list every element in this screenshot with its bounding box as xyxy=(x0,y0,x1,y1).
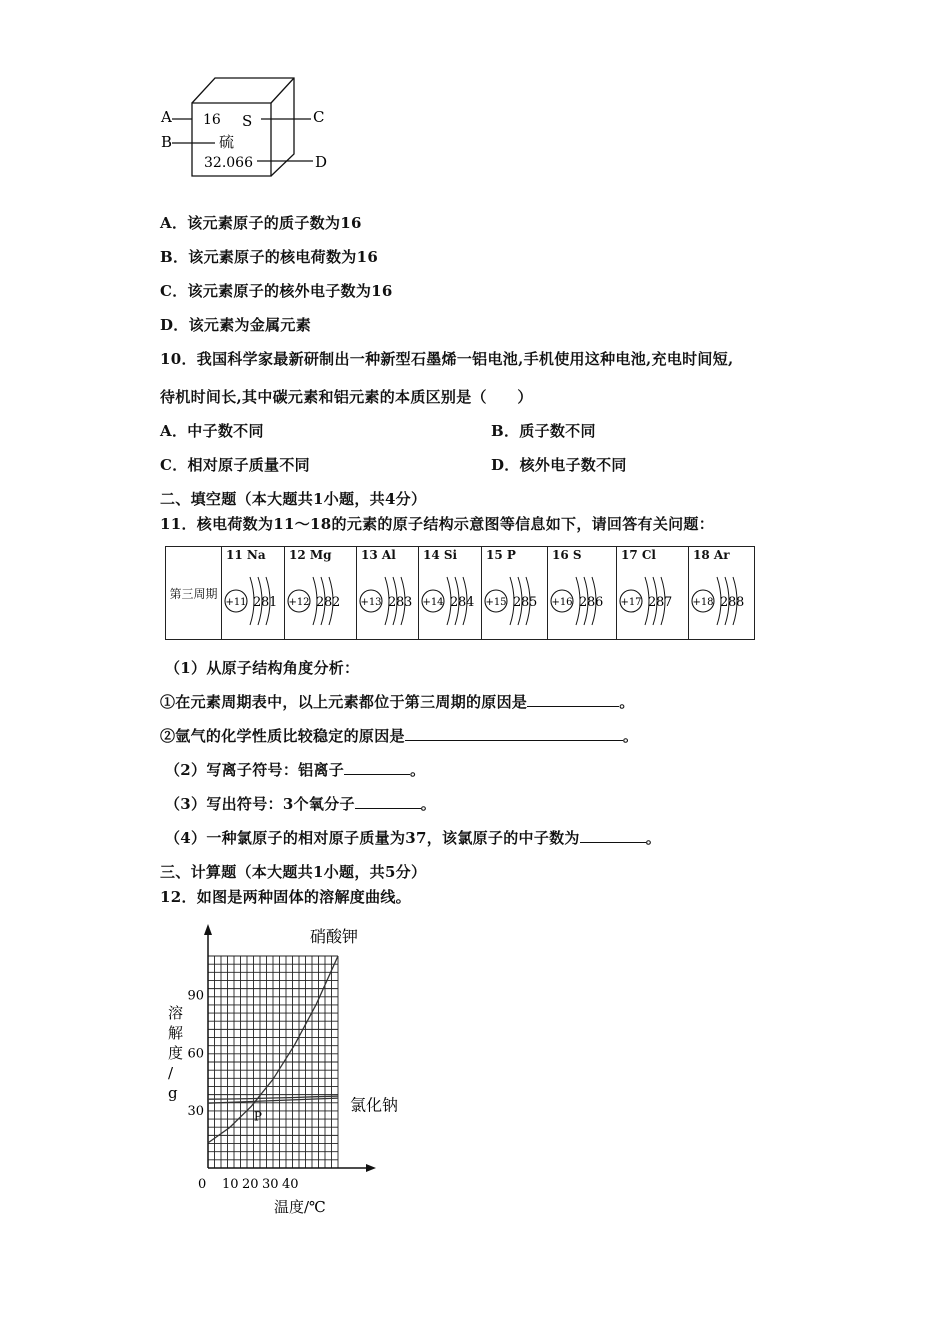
section3-title: 三、计算题（本大题共1小题，共5分） xyxy=(160,863,427,881)
nucleus-charge: +18 xyxy=(692,597,714,608)
element-cell-name: 13 Al xyxy=(361,548,396,562)
q11-sub1b: ②氩气的化学性质比较稳定的原因是 xyxy=(160,727,405,745)
shell-electron-count: 8 xyxy=(458,595,467,610)
y-axis-label-char: 溶 xyxy=(168,1004,184,1022)
q10-option-b: B．质子数不同 xyxy=(491,422,596,440)
x-tick-label: 10 xyxy=(222,1177,239,1192)
answer-blank-1b[interactable] xyxy=(405,726,623,741)
shell-electron-count: 8 xyxy=(324,595,333,610)
atomic-number: 16 xyxy=(203,112,221,128)
q9-option-a: A．该元素原子的质子数为16 xyxy=(160,214,362,232)
period-mark: 。 xyxy=(420,795,437,813)
period-mark: 。 xyxy=(645,829,662,847)
label-a: A xyxy=(161,108,172,126)
nucleus-charge: +14 xyxy=(422,597,444,608)
answer-blank-1a[interactable] xyxy=(527,692,619,707)
nucleus-charge: +17 xyxy=(620,597,642,608)
shell-electron-count: 2 xyxy=(388,595,397,610)
shell-electron-count: 4 xyxy=(466,595,475,610)
q10-stem-line2: 待机时间长,其中碳元素和铝元素的本质区别是（ ） xyxy=(160,388,533,406)
solubility-chart xyxy=(160,920,420,1220)
element-cell-name: 11 Na xyxy=(226,548,266,562)
y-axis-label-char: / xyxy=(168,1064,174,1082)
period3-table xyxy=(165,546,755,640)
q11-sub4-row xyxy=(165,827,661,848)
x-axis-label: 温度/℃ xyxy=(274,1198,326,1216)
element-cell-mg xyxy=(285,547,357,640)
q10-option-d: D．核外电子数不同 xyxy=(491,456,627,474)
y-axis-label-char: g xyxy=(168,1084,178,1102)
shell-electron-count: 2 xyxy=(720,595,729,610)
q9-option-b: B．该元素原子的核电荷数为16 xyxy=(160,248,379,266)
x-tick-label: 20 xyxy=(242,1177,259,1192)
series-label-kno3: 硝酸钾 xyxy=(310,927,359,946)
element-box-figure xyxy=(155,70,345,185)
q9-option-c: C．该元素原子的核外电子数为16 xyxy=(160,282,393,300)
label-b: B xyxy=(161,133,173,151)
period3-label: 第三周期 xyxy=(166,547,222,640)
shell-electron-count: 8 xyxy=(261,595,270,610)
q9-option-d: D．该元素为金属元素 xyxy=(160,316,312,334)
nucleus-charge: +13 xyxy=(360,597,382,608)
answer-blank-3[interactable] xyxy=(355,794,421,809)
series-label-nacl: 氯化钠 xyxy=(350,1095,399,1115)
shell-electron-count: 2 xyxy=(450,595,459,610)
answer-blank-4[interactable] xyxy=(580,828,646,843)
q12-stem: 12．如图是两种固体的溶解度曲线。 xyxy=(160,888,411,906)
shell-electron-count: 1 xyxy=(269,595,278,610)
shell-electron-count: 2 xyxy=(513,595,522,610)
y-axis-arrow xyxy=(204,924,212,935)
q11-sub2: （2）写离子符号：铝离子 xyxy=(165,761,345,779)
shell-electron-count: 2 xyxy=(648,595,657,610)
shell-electron-count: 8 xyxy=(521,595,530,610)
nucleus-charge: +11 xyxy=(225,597,247,608)
q11-sub3: （3）写出符号：3个氧分子 xyxy=(165,795,355,813)
element-cell-name: 12 Mg xyxy=(289,548,332,562)
x-axis-arrow xyxy=(366,1164,376,1172)
element-cell-name: 14 Si xyxy=(423,548,458,562)
element-cell-name: 15 P xyxy=(486,548,516,562)
answer-blank-2[interactable] xyxy=(344,760,410,775)
element-cell-si xyxy=(419,547,482,640)
q11-sub2-row xyxy=(165,759,425,780)
element-cell-name: 18 Ar xyxy=(693,548,730,562)
x-tick-label: 0 xyxy=(198,1177,207,1192)
shell-electron-count: 8 xyxy=(396,595,405,610)
period-mark: 。 xyxy=(410,761,426,779)
q11-sub1b-row xyxy=(160,725,638,746)
shell-electron-count: 5 xyxy=(529,595,538,610)
shell-electron-count: 6 xyxy=(595,595,604,610)
element-cell-s xyxy=(548,547,617,640)
q11-sub1a: ①在元素周期表中，以上元素都位于第三周期的原因是 xyxy=(160,693,528,711)
nucleus-charge: +12 xyxy=(288,597,310,608)
shell-electron-count: 2 xyxy=(316,595,325,610)
x-tick-label: 30 xyxy=(262,1177,279,1192)
nucleus-charge: +15 xyxy=(485,597,507,608)
element-cell-name: 16 S xyxy=(552,548,582,562)
label-c: C xyxy=(313,108,325,126)
q10-option-a: A．中子数不同 xyxy=(160,422,264,440)
q11-sub1: （1）从原子结构角度分析： xyxy=(165,659,360,677)
y-axis-label-char: 度 xyxy=(168,1044,184,1062)
nucleus-charge: +16 xyxy=(551,597,573,608)
q11-stem: 11．核电荷数为11～18的元素的原子结构示意图等信息如下，请回答有关问题： xyxy=(160,515,715,533)
shell-electron-count: 2 xyxy=(332,595,341,610)
shell-electron-count: 3 xyxy=(404,595,413,610)
shell-electron-count: 8 xyxy=(736,595,745,610)
element-cell-name: 17 Cl xyxy=(621,548,656,562)
element-cell-cl xyxy=(617,547,689,640)
q11-sub3-row xyxy=(165,793,436,814)
shell-electron-count: 8 xyxy=(656,595,665,610)
element-cell-na xyxy=(222,547,285,640)
y-tick-label: 30 xyxy=(187,1104,204,1120)
element-symbol: S xyxy=(242,112,253,130)
element-cell-p xyxy=(482,547,548,640)
shell-electron-count: 7 xyxy=(664,595,673,610)
element-cell-al xyxy=(357,547,419,640)
shell-electron-count: 2 xyxy=(253,595,262,610)
q10-option-c: C．相对原子质量不同 xyxy=(160,456,310,474)
x-tick-label: 40 xyxy=(282,1177,299,1192)
label-d: D xyxy=(315,153,328,171)
q11-sub1a-row xyxy=(160,691,635,712)
period-mark: 。 xyxy=(619,693,635,711)
intersection-label: P xyxy=(253,1109,262,1124)
period-mark: 。 xyxy=(622,727,639,745)
chart-grid xyxy=(208,956,338,1168)
element-name: 硫 xyxy=(219,133,235,151)
q10-stem-line1: 10．我国科学家最新研制出一种新型石墨烯一铝电池,手机使用这种电池,充电时间短, xyxy=(160,350,734,368)
atomic-mass: 32.066 xyxy=(204,155,253,171)
shell-electron-count: 2 xyxy=(579,595,588,610)
y-tick-label: 90 xyxy=(187,988,204,1004)
element-cell-ar xyxy=(689,547,755,640)
section2-title: 二、填空题（本大题共1小题，共4分） xyxy=(160,490,427,508)
shell-electron-count: 8 xyxy=(587,595,596,610)
q11-sub4: （4）一种氯原子的相对原子质量为37，该氯原子的中子数为 xyxy=(165,829,580,847)
y-tick-label: 60 xyxy=(187,1046,204,1062)
shell-electron-count: 8 xyxy=(728,595,737,610)
y-axis-label-char: 解 xyxy=(168,1024,184,1042)
